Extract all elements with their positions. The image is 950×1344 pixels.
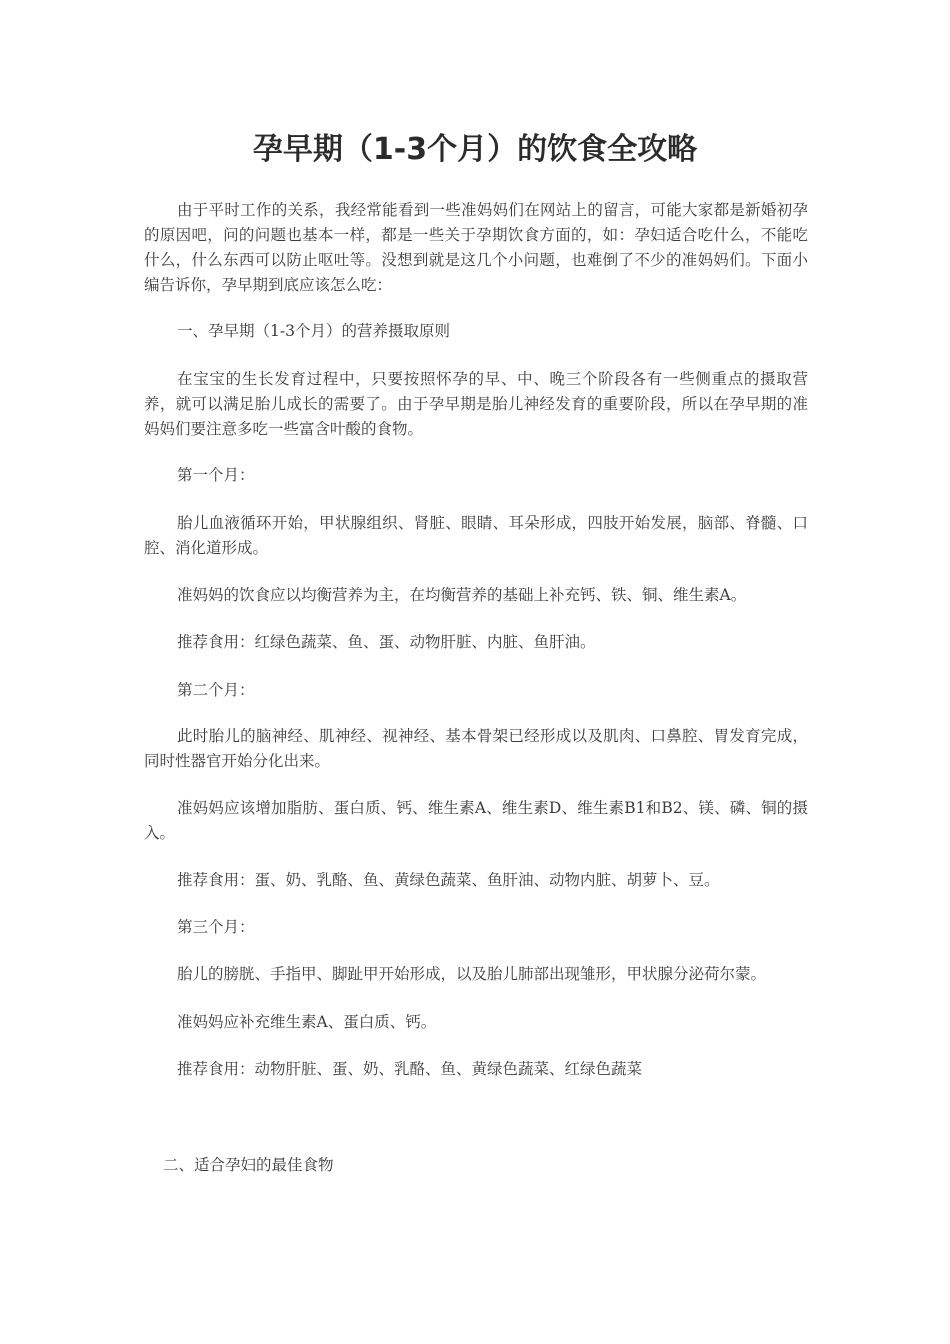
month1-foods: 推荐食用：红绿色蔬菜、鱼、蛋、动物肝脏、内脏、鱼肝油。 [177, 633, 596, 651]
month3-foods: 推荐食用：动物肝脏、蛋、奶、乳酪、鱼、黄绿色蔬菜、红绿色蔬菜 [177, 1060, 643, 1078]
month2-label: 第二个月： [177, 681, 255, 699]
month1-label: 第一个月： [177, 466, 255, 484]
month2-fetus: 此时胎儿的脑神经、肌神经、视神经、基本骨架已经形成以及肌肉、口鼻腔、胃发育完成，同时性器官开始分化出来。 [144, 727, 808, 770]
intro-paragraph: 由于平时工作的关系，我经常能看到一些准妈妈们在网站上的留言，可能大家都是新婚初孕的原因吧，问的问题也基本一样，都是一些关于孕期饮食方面的，如：孕妇适合吃什么，不能吃什么，什么东西可以防止呕吐等。没想到就是这几个小问题，也难倒了不少的准妈妈们。下面小编告诉你，孕早期到底应该怎么吃： [144, 201, 808, 294]
month1-fetus: 胎儿血液循环开始，甲状腺组织、肾脏、眼睛、耳朵形成，四肢开始发展，脑部、脊髓、口腔、消化道形成。 [144, 514, 808, 557]
month3-fetus: 胎儿的膀胱、手指甲、脚趾甲开始形成，以及胎儿肺部出现雏形，甲状腺分泌荷尔蒙。 [177, 965, 767, 983]
section2-heading: 二、适合孕妇的最佳食物 [163, 1156, 334, 1174]
month2-foods: 推荐食用：蛋、奶、乳酪、鱼、黄绿色蔬菜、鱼肝油、动物内脏、胡萝卜、豆。 [177, 871, 720, 889]
section1-heading: 一、孕早期（1-3个月）的营养摄取原则 [177, 322, 450, 340]
month3-label: 第三个月： [177, 918, 255, 936]
month3-mother: 准妈妈应补充维生素A、蛋白质、钙。 [177, 1013, 437, 1031]
page-title: 孕早期（1-3个月）的饮食全攻略 [252, 132, 698, 167]
month2-mother: 准妈妈应该增加脂肪、蛋白质、钙、维生素A、维生素D、维生素B1和B2、镁、磷、铜的摄入。 [144, 799, 808, 842]
principle-paragraph: 在宝宝的生长发育过程中，只要按照怀孕的早、中、晚三个阶段各有一些侧重点的摄取营养，就可以满足胎儿成长的需要了。由于孕早期是胎儿神经发育的重要阶段，所以在孕早期的准妈妈们要注意多吃一些富含叶酸的食物。 [144, 370, 808, 438]
month1-mother: 准妈妈的饮食应以均衡营养为主，在均衡营养的基础上补充钙、铁、铜、维生素A。 [177, 586, 747, 604]
